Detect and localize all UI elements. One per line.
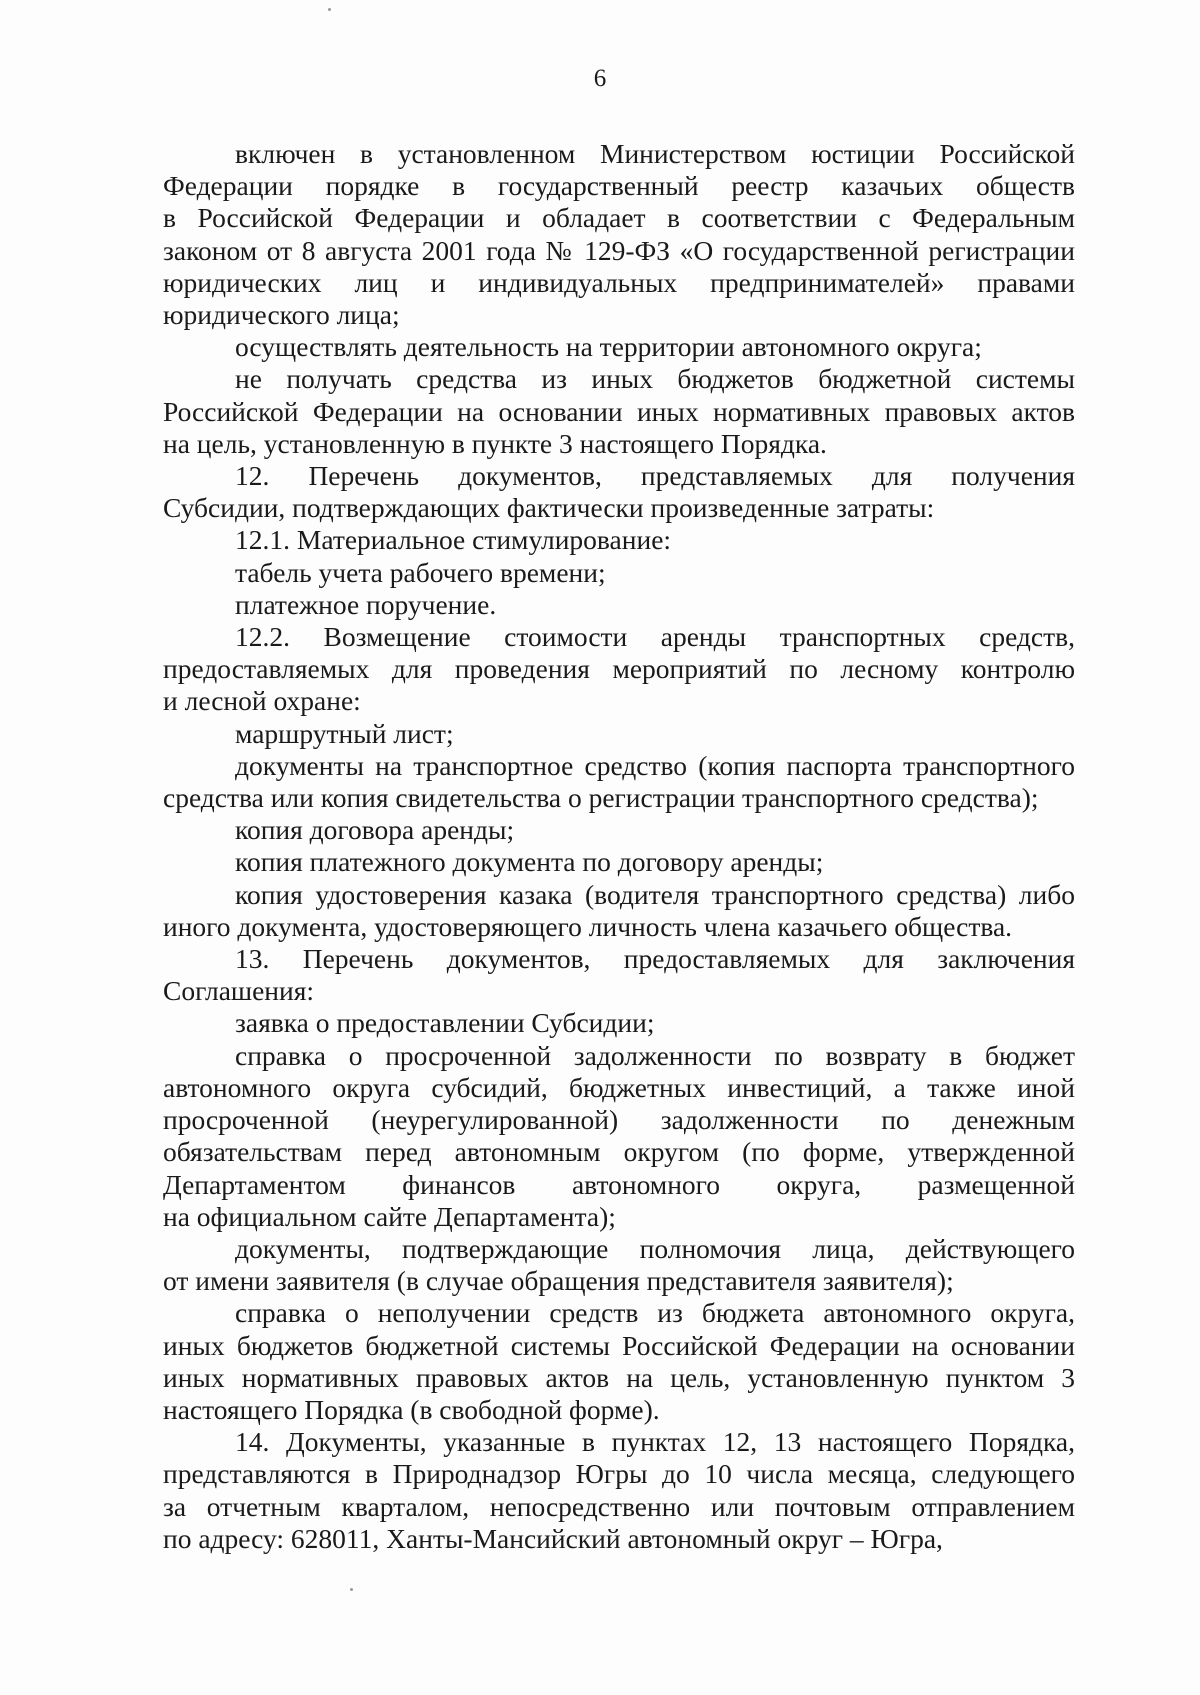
paragraph-line: обязательствам перед автономным округом (по форме, утвержденной — [163, 1136, 1075, 1168]
paragraph-line: представляются в Природнадзор Югры до 10 числа месяца, следующего — [163, 1458, 1075, 1490]
paragraph-line: иного документа, удостоверяющего личность члена казачьего общества. — [163, 910, 1013, 942]
paragraph-line: иных нормативных правовых актов на цель, установленную пунктом 3 — [163, 1361, 1075, 1393]
paragraph-first-line: заявка о предоставлении Субсидии; — [235, 1007, 655, 1039]
paragraph-line: предоставляемых для проведения мероприятий по лесному контролю — [163, 653, 1075, 685]
paragraph-first-line: включен в установленном Министерством юстиции Российской — [235, 138, 1075, 169]
paragraph-first-line: 14. Документы, указанные в пунктах 12, 13 настоящего Порядка, — [235, 1426, 1075, 1458]
paragraph-first-line: копия платежного документа по договору аренды; — [235, 846, 824, 878]
paragraph-first-line: копия договора аренды; — [235, 814, 515, 846]
paragraph-line: средства или копия свидетельства о регистрации транспортного средства); — [163, 782, 1039, 814]
scan-speck — [328, 8, 331, 11]
scan-speck — [350, 1588, 353, 1591]
paragraph-line: автономного округа субсидий, бюджетных инвестиций, а также иной — [163, 1071, 1075, 1103]
paragraph-line: Федерации порядке в государственный реестр казачьих обществ — [163, 170, 1075, 202]
paragraph-first-line: копия удостоверения казака (водителя транспортного средства) либо — [235, 878, 1075, 910]
paragraph-line: Соглашения: — [163, 975, 315, 1007]
paragraph-line: Российской Федерации на основании иных нормативных правовых актов — [163, 395, 1075, 427]
paragraph-first-line: справка о просроченной задолженности по возврату в бюджет — [235, 1039, 1075, 1071]
paragraph-line: просроченной (неурегулированной) задолженности по денежным — [163, 1104, 1075, 1136]
paragraph-line: Субсидии, подтверждающих фактически произведенные затраты: — [163, 492, 935, 524]
paragraph-first-line: справка о неполучении средств из бюджета автономного округа, — [235, 1297, 1075, 1329]
paragraph-line: настоящего Порядка (в свободной форме). — [163, 1393, 660, 1425]
paragraph-line: юридических лиц и индивидуальных предпринимателей» правами — [163, 266, 1075, 298]
paragraph-first-line: 12.1. Материальное стимулирование: — [235, 524, 672, 556]
paragraph-line: законом от 8 августа 2001 года № 129-ФЗ «О государственной регистрации — [163, 234, 1075, 266]
paragraph-line: Департаментом финансов автономного округа, размещенной — [163, 1168, 1075, 1200]
paragraph-line: и лесной охране: — [163, 685, 361, 717]
paragraph-first-line: 12.2. Возмещение стоимости аренды транспортных средств, — [235, 621, 1075, 653]
paragraph-line: иных бюджетов бюджетной системы Российской Федерации на основании — [163, 1329, 1075, 1361]
paragraph-line: на цель, установленную в пункте 3 настоящего Порядка. — [163, 427, 827, 459]
paragraph-first-line: 13. Перечень документов, предоставляемых для заключения — [235, 943, 1075, 975]
paragraph-line: на официальном сайте Департамента); — [163, 1200, 616, 1232]
page-number: 6 — [593, 65, 607, 92]
paragraph-first-line: маршрутный лист; — [235, 717, 454, 749]
paragraph-line: от имени заявителя (в случае обращения представителя заявителя); — [163, 1265, 954, 1297]
paragraph-first-line: не получать средства из иных бюджетов бюджетной системы — [235, 363, 1075, 395]
paragraph-line: в Российской Федерации и обладает в соответствии с Федеральным — [163, 202, 1075, 234]
paragraph-first-line: табель учета рабочего времени; — [235, 556, 606, 588]
paragraph-line: юридического лица; — [163, 299, 400, 331]
document-body — [163, 138, 1075, 1555]
paragraph-first-line: платежное поручение. — [235, 588, 497, 620]
paragraph-first-line: документы, подтверждающие полномочия лица, действующего — [235, 1232, 1075, 1264]
paragraph-first-line: документы на транспортное средство (копия паспорта транспортного — [235, 749, 1075, 781]
paragraph-line: за отчетным кварталом, непосредственно или почтовым отправлением — [163, 1490, 1075, 1522]
paragraph-line: по адресу: 628011, Ханты-Мансийский автономный округ – Югра, — [163, 1522, 943, 1554]
paragraph-first-line: 12. Перечень документов, представляемых для получения — [235, 460, 1075, 492]
paragraph-first-line: осуществлять деятельность на территории автономного округа; — [235, 331, 982, 363]
